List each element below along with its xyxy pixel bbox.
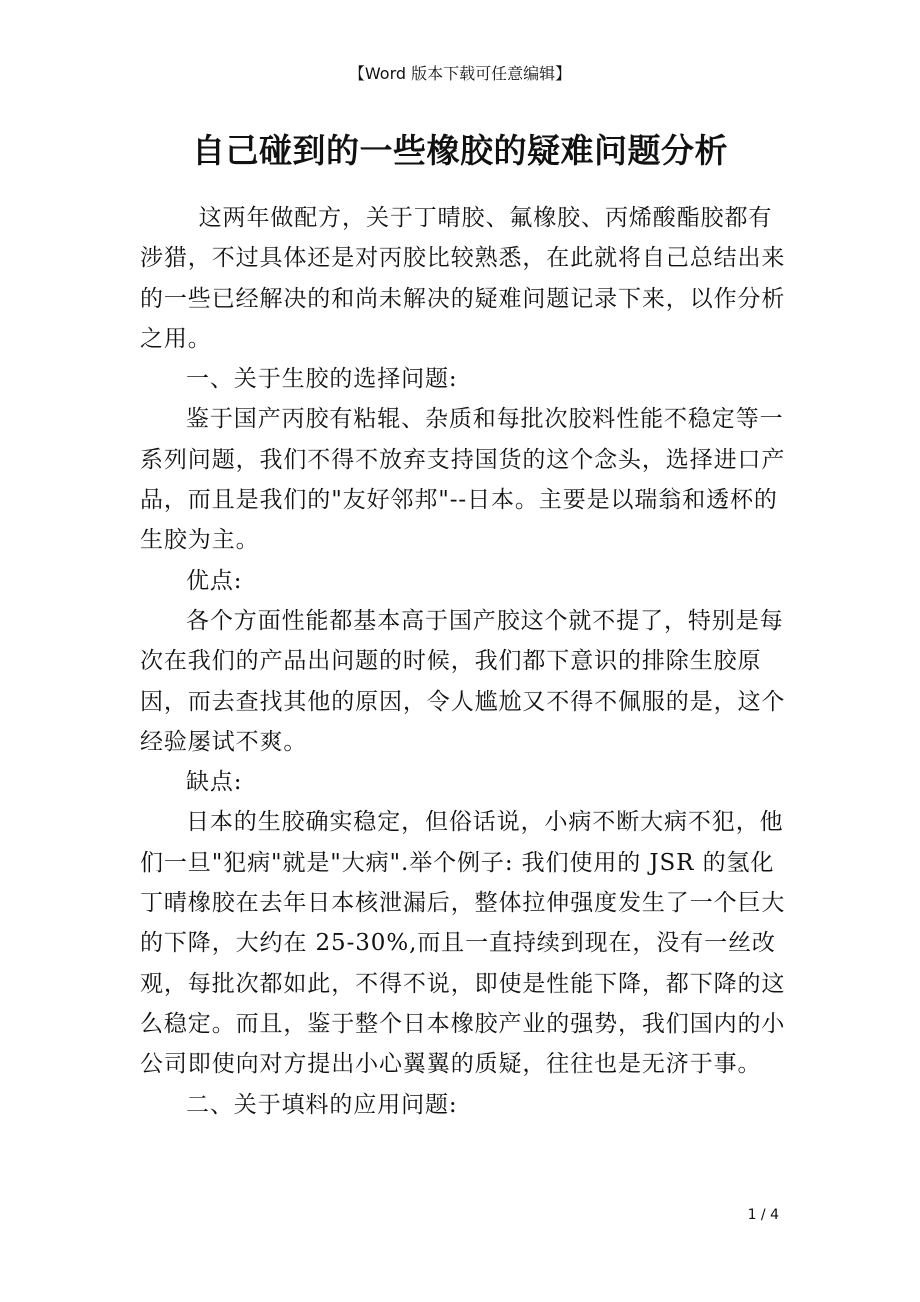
section-heading-raw-rubber: 一、关于生胶的选择问题:	[186, 366, 458, 393]
paragraph-raw-rubber-choice: 鉴于国产丙胶有粘辊、杂质和每批次胶料性能不稳定等一系列问题，我们不得不放弃支持国货的这个念头，选择进口产品，而且是我们的"友好邻邦"--日本。主要是以瑞翁和透杯的生胶为主。	[140, 406, 786, 554]
paragraph-disadvantages: 日本的生胶确实稳定，但俗话说，小病不断大病不犯，他们一旦"犯病"就是"大病".举个例子: 我们使用的 JSR 的氢化丁晴橡胶在去年日本核泄漏后，整体拉伸强度发生了一个巨大的下降，大约在 25-30%,而且一直持续到现在，没有一丝改观，每批次都如此，不得不说，即使是性能下降，都下降的这么稳定。而且，鉴于整个日本橡胶产业的强势，我们国内的小公司即使向对方提出小心翼翼的质疑，往往也是无济于事。	[140, 809, 786, 1078]
document-title: 自己碰到的一些橡胶的疑难问题分析	[192, 131, 728, 170]
page-number: 1 / 4	[747, 1207, 779, 1223]
section-heading-fillers: 二、关于填料的应用问题:	[186, 1091, 458, 1118]
header-note: 【Word 版本下载可任意编辑】	[348, 64, 572, 83]
paragraph-intro: 这两年做配方，关于丁晴胶、氟橡胶、丙烯酸酯胶都有涉猎，不过具体还是对丙胶比较熟悉，在此就将自己总结出来的一些已经解决的和尚未解决的疑难问题记录下来，以作分析之用。	[140, 205, 786, 352]
disadvantages-heading: 缺点:	[186, 769, 243, 796]
advantages-heading: 优点:	[186, 567, 243, 594]
document-body	[140, 198, 790, 1125]
paragraph-advantages: 各个方面性能都基本高于国产胶这个就不提了，特别是每次在我们的产品出问题的时候，我们都下意识的排除生胶原因，而去查找其他的原因，令人尴尬又不得不佩服的是，这个经验屡试不爽。	[140, 607, 786, 755]
